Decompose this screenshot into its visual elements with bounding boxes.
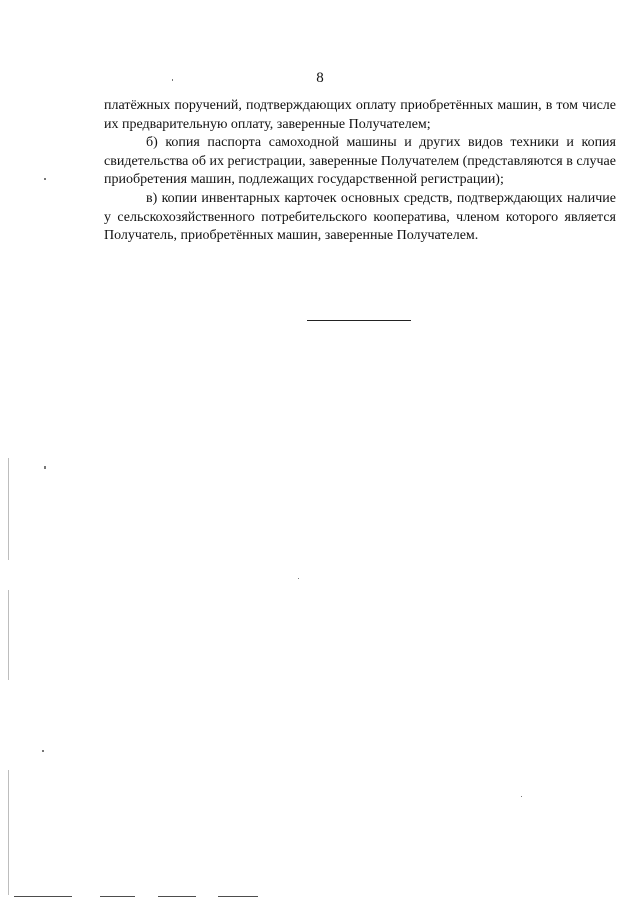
scan-bottom-line: [14, 896, 72, 897]
paragraph-item-b: б) копия паспорта самоходной машины и других видов техники и копия свидетельства об их регистрации, заверенные Получателем (представляются в случае приобретения машин, подлежащих государственной регистрации);: [104, 135, 616, 188]
page-number: 8: [316, 70, 324, 86]
scan-speck: [172, 79, 173, 81]
scan-speck: [42, 750, 44, 752]
scan-speck: [44, 466, 46, 469]
scan-speck: [298, 578, 299, 579]
scan-edge-line: [8, 458, 9, 560]
scan-bottom-line: [100, 896, 135, 897]
document-body: [104, 97, 616, 246]
scan-speck: [44, 178, 46, 180]
scan-speck: [521, 796, 522, 797]
scan-edge-line: [8, 770, 9, 895]
scan-bottom-line: [158, 896, 196, 897]
scan-edge-line: [8, 590, 9, 680]
paragraph-item-v: в) копии инвентарных карточек основных средств, подтверждающих наличие у сельскохозяйственного потребительского кооператива, членом которого является Получатель, приобретённых машин, заверенные Получателем.: [104, 190, 616, 244]
scan-bottom-line: [218, 896, 258, 897]
paragraph-continuation: платёжных поручений, подтверждающих оплату приобретённых машин, в том числе их предварительную оплату, заверенные Получателем;: [104, 98, 616, 132]
end-separator-line: [307, 320, 411, 321]
